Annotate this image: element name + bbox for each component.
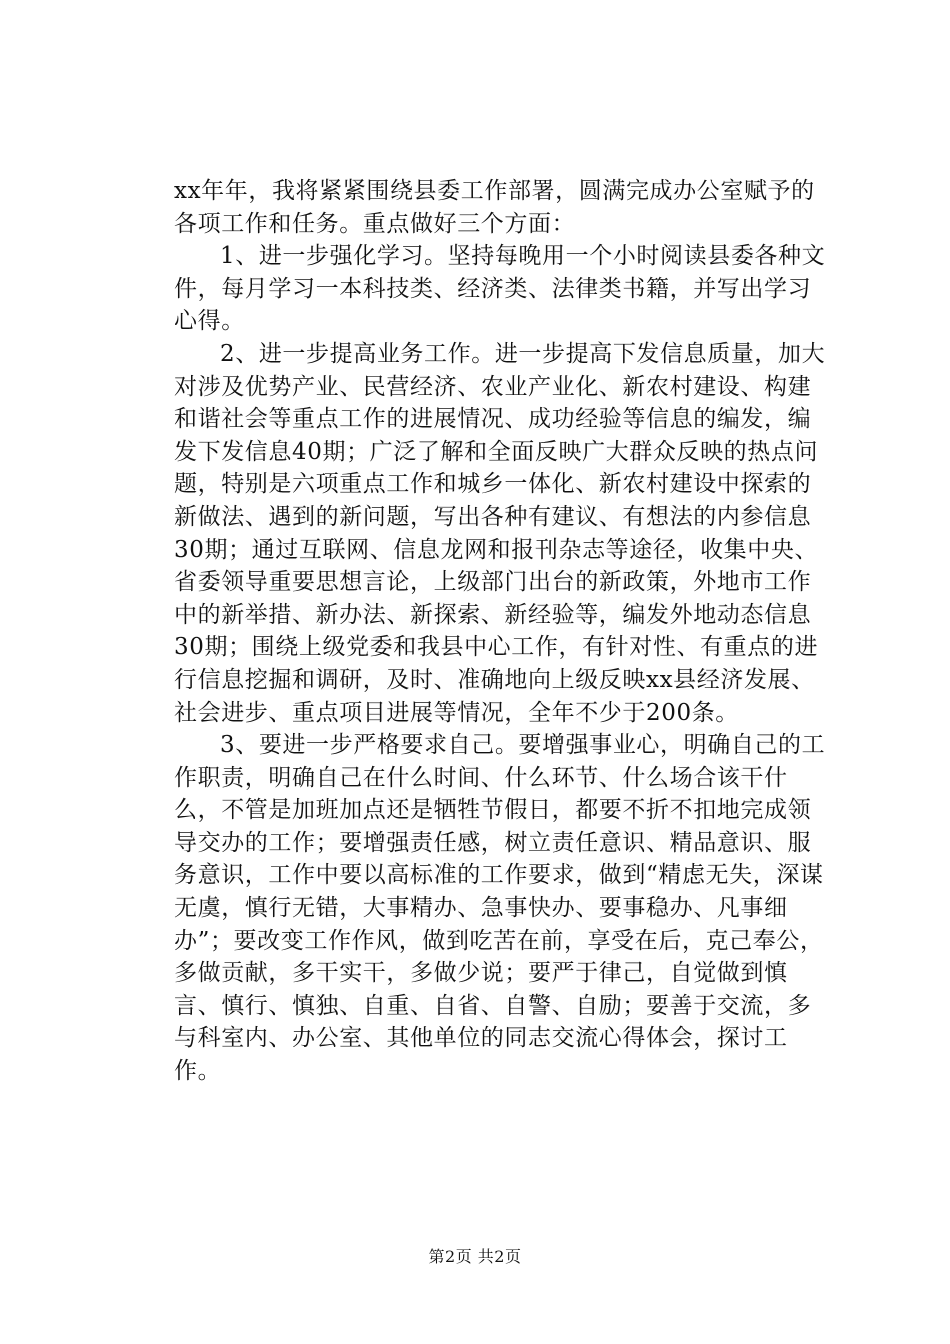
paragraph-item-1: 1、进一步强化学习。坚持每晚用一个小时阅读县委各种文件，每月学习一本科技类、经济类、法律类书籍，并写出学习心得。	[174, 243, 826, 335]
paragraph-item-2: 2、进一步提高业务工作。进一步提高下发信息质量，加大对涉及优势产业、民营经济、农业产业化、新农村建设、构建和谐社会等重点工作的进展情况、成功经验等信息的编发，编发下发信息40期；广泛了解和全面反映广大群众反映的热点问题，特别是六项重点工作和城乡一体化、新农村建设中探索的新做法、遇到的新问题，写出各种有建议、有想法的内参信息30期；通过互联网、信息龙网和报刊杂志等途径，收集中央、省委领导重要思想言论，上级部门出台的新政策，外地市工作中的新举措、新办法、新探索、新经验等，编发外地动态信息30期；围绕上级党委和我县中心工作，有针对性、有重点的进行信息挖掘和调研，及时、准确地向上级反映xx县经济发展、社会进步、重点项目进展等情况，全年不少于200条。	[174, 340, 826, 726]
paragraph-item-3: 3、要进一步严格要求自己。要增强事业心，明确自己的工作职责，明确自己在什么时间、什么环节、什么场合该干什么，不管是加班加点还是牺牲节假日，都要不折不扣地完成领导交办的工作；要增强责任感，树立责任意识、精品意识、服务意识，工作中要以高标准的工作要求，做到“精虑无失，深谋无虞，慎行无错，大事精办、急事快办、要事稳办、凡事细办”；要改变工作作风，做到吃苦在前，享受在后，克己奉公，多做贡献，多干实干，多做少说；要严于律己，自觉做到慎言、慎行、慎独、自重、自省、自警、自励；要善于交流，多与科室内、办公室、其他单位的同志交流心得体会，探讨工作。	[174, 732, 826, 1085]
page-footer: 第2页 共2页	[428, 1247, 522, 1266]
paragraph-intro: xx年年，我将紧紧围绕县委工作部署，圆满完成办公室赋予的各项工作和任务。重点做好三个方面：	[174, 178, 815, 237]
document-body	[174, 175, 830, 1088]
